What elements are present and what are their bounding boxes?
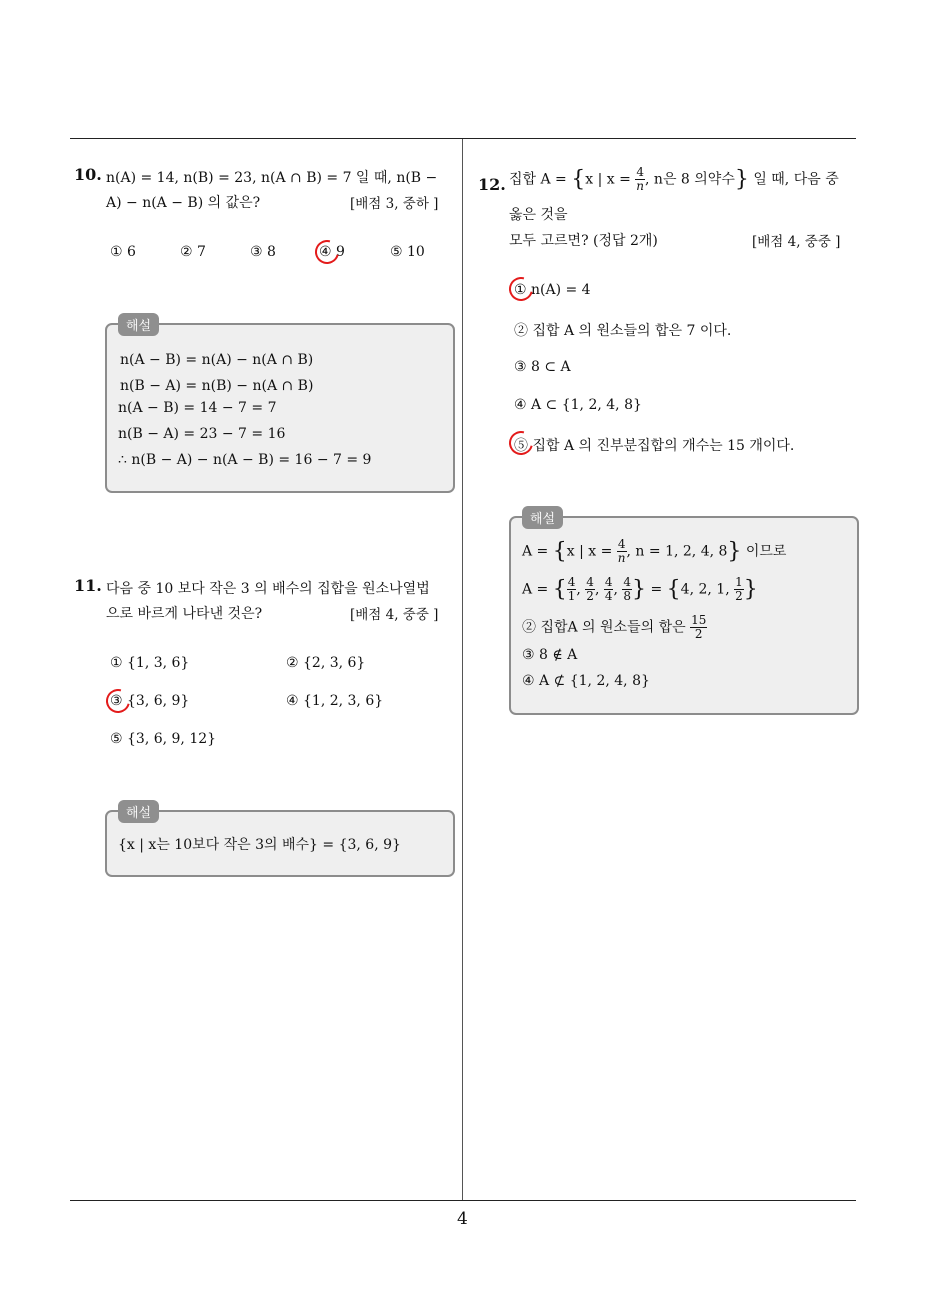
fraction-denominator: n: [617, 551, 626, 565]
page-number: 4: [457, 1209, 468, 1229]
q10-solution-line: n(B − A) = n(B) − n(A ∩ B): [120, 378, 314, 394]
q12-stem-line3: 모두 고르면? (정답 2개): [509, 233, 658, 249]
q10-solution-line: n(A − B) = 14 − 7 = 7: [118, 400, 277, 416]
q12-solution-line4: ③ 8 ∉ A: [522, 647, 578, 663]
q10-number: 10.: [74, 165, 102, 184]
q10-stem-line2: A) − n(A − B) 의 값은?: [106, 195, 261, 211]
fraction-denominator: 2: [694, 627, 703, 641]
q11-solution-line: {x | x는 10보다 작은 3의 배수} = {3, 6, 9}: [118, 837, 401, 853]
fraction-numerator: 4: [623, 575, 632, 589]
q12-fraction: [635, 166, 645, 193]
q10-choice-1[interactable]: ① 6: [110, 244, 136, 260]
q12-stem-line1: [509, 166, 839, 193]
fraction-denominator: 1: [567, 589, 576, 603]
fraction-numerator: 1: [735, 575, 743, 589]
q12-stem-suffix: 일 때, 다음 중: [753, 171, 839, 188]
sol-l3-fraction: [690, 614, 707, 641]
q12-choice-3[interactable]: ③ 8 ⊂ A: [514, 359, 571, 375]
sol-l2-fraction: [622, 576, 632, 603]
set-open-brace: {: [552, 577, 567, 602]
fraction-denominator: n: [636, 179, 645, 193]
q12-solution-line1: [522, 538, 786, 565]
sol-l2-prefix: A =: [522, 581, 549, 598]
q12-choice-2[interactable]: ② 집합 A 의 원소들의 합은 7 이다.: [514, 323, 732, 339]
set-close-brace: }: [727, 539, 742, 564]
q11-score: [배점 4, 중중 ]: [350, 607, 439, 623]
q11-stem-line1: 다음 중 10 보다 작은 3 의 배수의 집합을 원소나열법: [106, 581, 430, 597]
q12-solution-tag: 해설: [522, 506, 563, 529]
q10-solution-line: n(A − B) = n(A) − n(A ∩ B): [120, 352, 314, 368]
q12-score: [배점 4, 중중 ]: [752, 234, 841, 250]
column-divider: [462, 139, 463, 1200]
footer-rule: [70, 1200, 856, 1201]
q10-answer-mark: [311, 236, 344, 269]
q12-answer-mark-1: [505, 273, 538, 306]
sol-l2-fraction: [567, 576, 577, 603]
q11-stem-line2: 으로 바르게 나타낸 것은?: [106, 606, 263, 622]
sol-l2-inner: 4, 2, 1,: [680, 581, 730, 598]
sol-l2-last-fraction: [734, 576, 744, 603]
sol-l1-prefix: A =: [522, 543, 549, 560]
q12-stem-line2: 옳은 것을: [509, 207, 568, 223]
set-open-brace: {: [552, 539, 567, 564]
q12-stem-prefix: 집합 A =: [509, 171, 567, 188]
fraction-denominator: 2: [586, 589, 594, 603]
q11-solution-tag: 해설: [118, 800, 159, 823]
q11-choice-3[interactable]: ③ {3, 6, 9}: [110, 693, 190, 709]
q11-choice-1[interactable]: ① {1, 3, 6}: [110, 655, 190, 671]
set-close-brace: }: [734, 167, 749, 192]
q12-set-inner-a: x | x =: [585, 171, 631, 188]
q12-choice-4[interactable]: ④ A ⊂ {1, 2, 4, 8}: [514, 397, 642, 413]
fraction-numerator: 4: [636, 165, 644, 179]
set-close-brace: }: [632, 577, 647, 602]
q11-answer-mark: [102, 685, 135, 718]
q12-solution-line5: ④ A ⊄ {1, 2, 4, 8}: [522, 673, 650, 689]
q12-set-inner-b: , n은 8 의약수: [645, 171, 735, 188]
fraction-numerator: 15: [691, 613, 707, 627]
q12-choice-5[interactable]: ⑤ 집합 A 의 진부분집합의 개수는 15 개이다.: [514, 438, 795, 454]
q10-stem-line1: n(A) = 14, n(B) = 23, n(A ∩ B) = 7 일 때, n(B −: [106, 170, 438, 186]
sol-l2-fraction: [604, 576, 614, 603]
q12-solution-line3: [522, 614, 707, 641]
q10-score: [배점 3, 중하 ]: [350, 196, 439, 212]
header-rule: [70, 138, 856, 139]
sol-l1-inner-b: , n = 1, 2, 4, 8: [626, 543, 728, 560]
q10-choice-2[interactable]: ② 7: [180, 244, 206, 260]
q10-choice-5[interactable]: ⑤ 10: [390, 244, 425, 260]
q11-choice-2[interactable]: ② {2, 3, 6}: [286, 655, 366, 671]
q11-number: 11.: [74, 576, 102, 595]
q12-choice-1[interactable]: ① n(A) = 4: [514, 282, 591, 298]
q10-solution-line: n(B − A) = 23 − 7 = 16: [118, 426, 286, 442]
sol-l1-fraction: [617, 538, 627, 565]
fraction-numerator: 4: [567, 575, 576, 589]
sol-l3-prefix: ② 집합A 의 원소들의 합은: [522, 619, 686, 636]
sol-l1-inner-a: x | x =: [566, 543, 613, 560]
fraction-numerator: 4: [586, 575, 594, 589]
fraction-numerator: 4: [604, 575, 613, 589]
set-open-brace: {: [666, 577, 681, 602]
set-close-brace: }: [743, 577, 758, 602]
fraction-numerator: 4: [617, 537, 626, 551]
sol-l2-fraction: [585, 576, 595, 603]
q11-choice-4[interactable]: ④ {1, 2, 3, 6}: [286, 693, 384, 709]
q11-choice-5[interactable]: ⑤ {3, 6, 9, 12}: [110, 731, 217, 747]
q12-number: 12.: [478, 175, 506, 194]
fraction-denominator: 2: [735, 589, 743, 603]
sol-l1-suffix: 이므로: [745, 543, 787, 560]
set-open-brace: {: [571, 167, 586, 192]
q10-choice-4[interactable]: ④ 9: [319, 244, 345, 260]
q10-choice-3[interactable]: ③ 8: [250, 244, 276, 260]
fraction-denominator: 4: [604, 589, 613, 603]
sol-l2-eq: =: [650, 581, 663, 598]
q12-solution-line2: A = { $\frac{4}{1}$ , $\frac{4}{2}$ , $\frac{4}{4}$ , $\frac{4}{8}$ } = {4, 2, 1, $\frac{1}{2}$ }: [522, 575, 758, 603]
q10-solution-line: ∴ n(B − A) − n(A − B) = 16 − 7 = 9: [118, 452, 372, 468]
fraction-denominator: 8: [623, 589, 632, 603]
q10-solution-tag: 해설: [118, 313, 159, 336]
